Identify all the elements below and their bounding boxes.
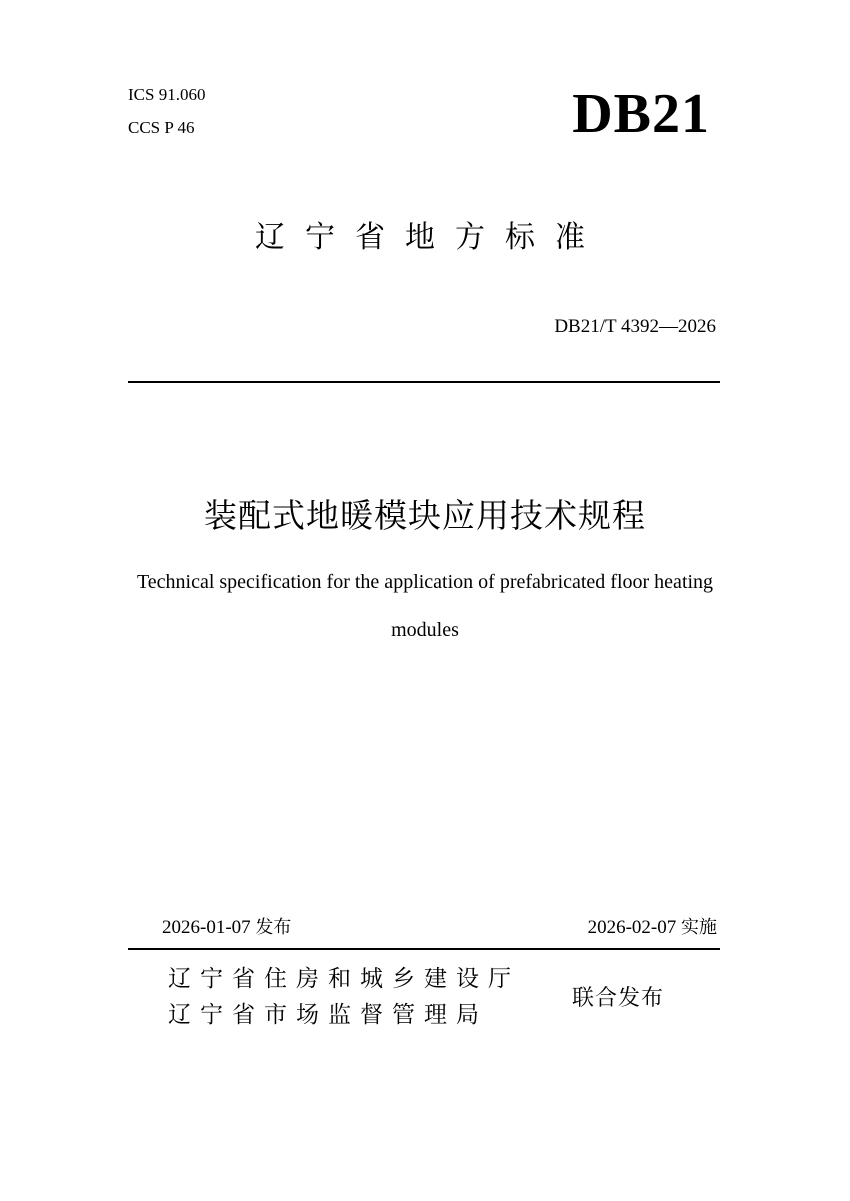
joint-issue-label: 联合发布: [572, 986, 665, 1011]
standard-number: DB21/T 4392—2026: [554, 316, 716, 337]
bottom-divider: [128, 948, 720, 950]
standard-mark: DB21: [572, 83, 710, 145]
issuer-market-regulation: 辽宁省市场监督管理局: [168, 1002, 488, 1028]
issue-date: [162, 915, 291, 941]
chinese-title: 装配式地暖模块应用技术规程: [204, 496, 646, 535]
implement-date: [588, 915, 717, 941]
ics-code: ICS 91.060: [128, 85, 206, 104]
implement-date-value: 2026-02-07: [587, 917, 677, 938]
issue-label: 发布: [255, 917, 292, 938]
standard-type: 辽宁省地方标准: [255, 220, 605, 255]
issuer-housing-department: 辽宁省住房和城乡建设厅: [168, 966, 520, 992]
issue-date-value: 2026-01-07: [162, 917, 251, 938]
top-divider: [128, 381, 720, 383]
ccs-code: CCS P 46: [128, 118, 195, 137]
english-title: Technical specification for the application of prefabricated floor heating modules: [136, 571, 714, 641]
implement-label: 实施: [681, 917, 717, 938]
